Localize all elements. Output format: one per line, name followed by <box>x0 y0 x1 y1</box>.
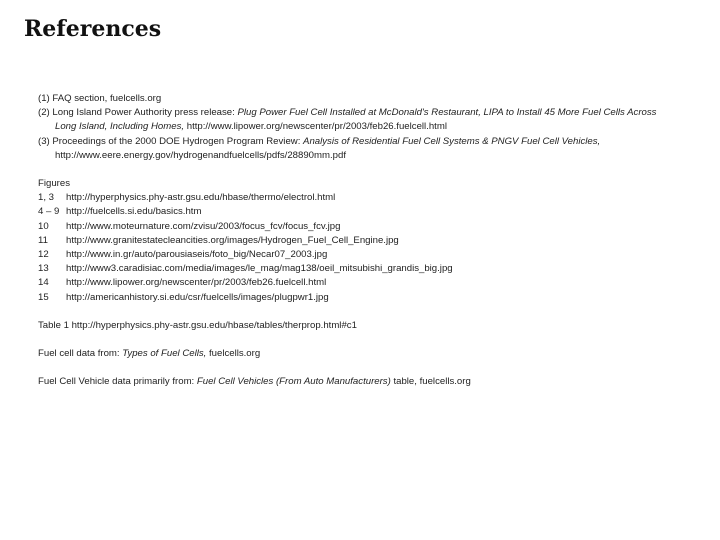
source-suffix: fuelcells.org <box>206 348 261 360</box>
figure-url: http://hyperphysics.phy-astr.gsu.edu/hbase/thermo/electrol.html <box>66 192 336 204</box>
source-italic-title: Fuel Cell Vehicles (From Auto Manufacturers) <box>196 376 391 388</box>
figure-item <box>38 205 678 219</box>
reference-url: http://www.eere.energy.gov/hydrogenandfuelcells/pdfs/28890mm.pdf <box>55 149 347 161</box>
figure-item <box>38 262 678 276</box>
figure-number: 15 <box>38 291 49 303</box>
figure-url: http://fuelcells.si.edu/basics.htm <box>66 206 202 218</box>
figure-number: 4 – 9 <box>38 206 60 218</box>
figure-item <box>38 234 678 248</box>
reference-2 <box>38 106 678 134</box>
figure-item <box>38 191 678 205</box>
figure-item <box>38 248 678 262</box>
reference-number: (2) <box>38 107 50 119</box>
references-body <box>38 92 678 389</box>
source-suffix: table, fuelcells.org <box>390 376 471 388</box>
reference-italic-title: Plug Power Fuel Cell Installed at McDonald's Restaurant, LIPA to Install 45 More Fuel Cells Across Long Island, Including Homes, <box>55 107 657 133</box>
reference-url: http://www.lipower.org/newscenter/pr/2003/feb26.fuelcell.html <box>184 121 447 133</box>
figure-url: http://www3.caradisiac.com/media/images/le_mag/mag138/oeil_mitsubishi_grandis_big.jpg <box>66 263 453 275</box>
figure-url: http://www.lipower.org/newscenter/pr/2003/feb26.fuelcell.html <box>66 277 327 289</box>
source-prefix: Fuel cell data from: <box>38 348 123 360</box>
figure-number: 12 <box>38 249 49 261</box>
reference-text: Proceedings of the 2000 DOE Hydrogen Program Review: <box>52 135 304 147</box>
figure-item <box>38 220 678 234</box>
figure-item <box>38 291 678 305</box>
figure-url: http://www.in.gr/auto/parousiaseis/foto_big/Necar07_2003.jpg <box>66 249 328 261</box>
reference-text: Long Island Power Authority press release: <box>52 107 238 119</box>
figure-number: 10 <box>38 220 49 232</box>
figure-item <box>38 276 678 290</box>
figure-number: 14 <box>38 277 49 289</box>
fuel-cell-data-source <box>38 347 678 361</box>
reference-text: FAQ section, fuelcells.org <box>52 93 162 104</box>
figure-number: 13 <box>38 263 49 275</box>
figure-number: 1, 3 <box>38 192 55 204</box>
figures-heading: Figures <box>38 178 70 190</box>
reference-number: (1) <box>38 93 50 104</box>
figure-number: 11 <box>38 234 48 246</box>
table-note: Table 1 http://hyperphysics.phy-astr.gsu.edu/hbase/tables/therprop.html#c1 <box>38 319 357 331</box>
figure-url: http://americanhistory.si.edu/csr/fuelcells/images/plugpwr1.jpg <box>66 291 329 303</box>
figure-url: http://www.granitestatecleancities.org/images/Hydrogen_Fuel_Cell_Engine.jpg <box>66 234 399 246</box>
figure-url: http://www.moteurnature.com/zvisu/2003/focus_fcv/focus_fcv.jpg <box>66 220 341 232</box>
source-prefix: Fuel Cell Vehicle data primarily from: <box>38 376 197 388</box>
vehicle-data-source <box>38 375 678 389</box>
reference-italic-title: Analysis of Residential Fuel Cell Systems & PNGV Fuel Cell Vehicles, <box>303 135 601 147</box>
reference-3 <box>38 135 678 163</box>
page-title: References <box>24 16 162 42</box>
reference-1 <box>38 92 678 106</box>
figures-list <box>38 191 678 305</box>
reference-number: (3) <box>38 135 50 147</box>
source-italic-title: Types of Fuel Cells, <box>122 348 207 360</box>
